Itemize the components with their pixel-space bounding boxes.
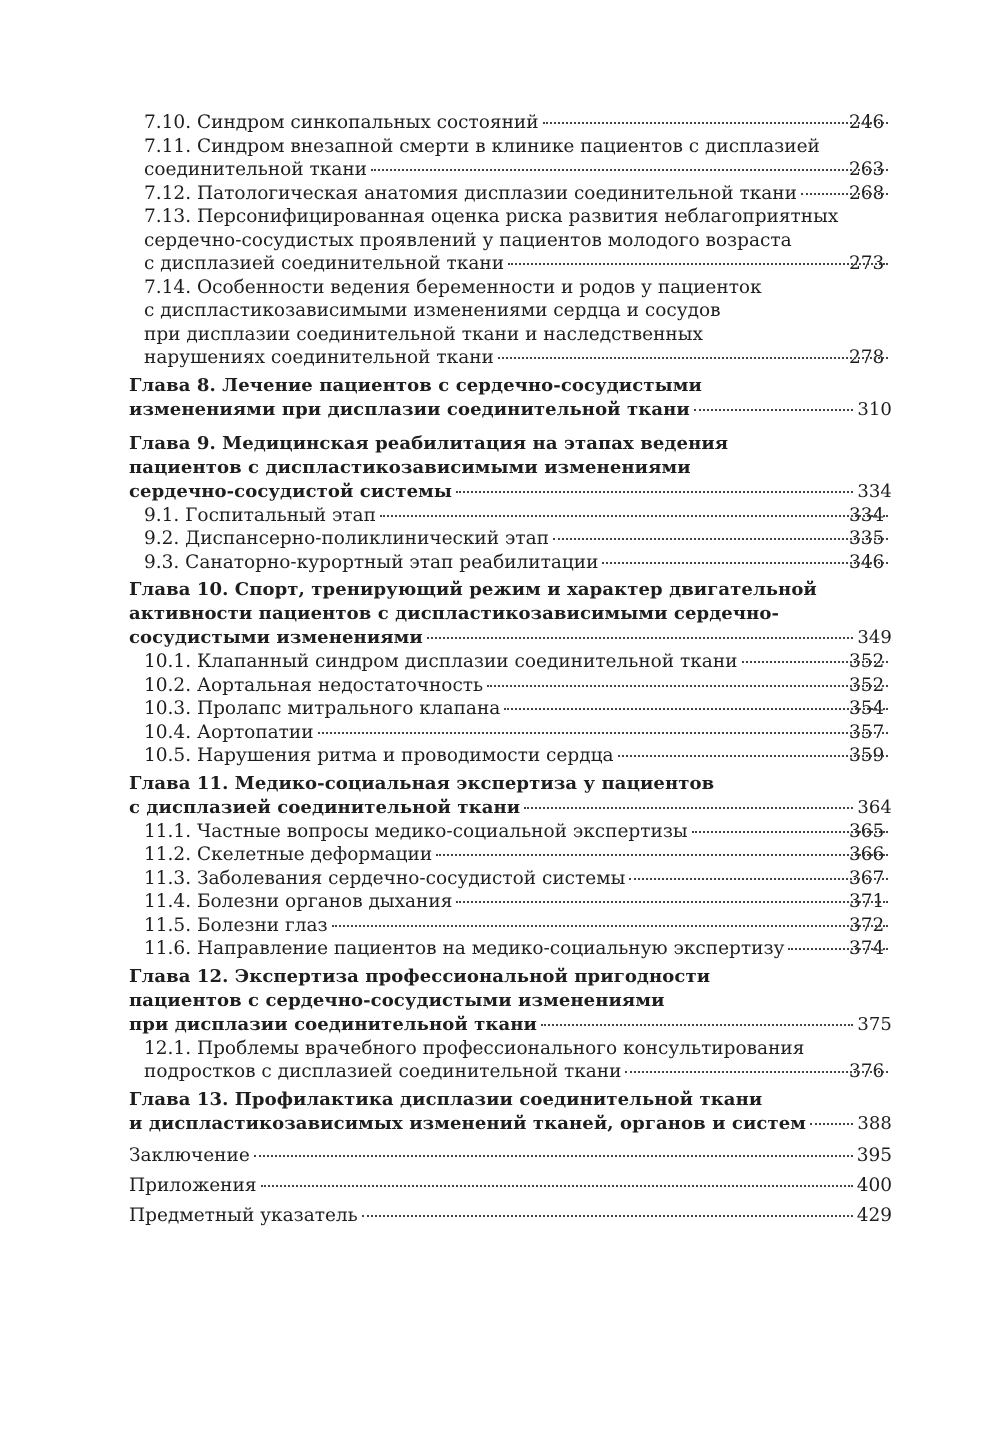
toc-entry-title-line: с диспластикозависимыми изменениями сердца и сосудов <box>144 300 721 321</box>
dot-leader <box>602 562 888 564</box>
toc-entry-final-line: 11.1. Частные вопросы медико-социальной экспертизы 365 <box>144 820 892 844</box>
toc-entry-title-line: Глава 11. Медико-социальная экспертиза у пациентов <box>129 772 715 794</box>
toc-section-entry[interactable] <box>129 1037 892 1084</box>
toc-section-entry[interactable] <box>129 182 892 206</box>
toc-entry-title: 11.2. Скелетные деформации <box>144 844 433 865</box>
dot-leader <box>553 538 888 540</box>
toc-entry-title: 11.6. Направление пациентов на медико-социальную экспертизу <box>144 938 785 959</box>
table-of-contents <box>129 111 892 1228</box>
toc-entry-title-line: 7.14. Особенности ведения беременности и родов у пациенток <box>144 276 762 298</box>
dot-leader <box>508 263 888 265</box>
toc-entry-final-line: 10.4. Аортопатии 357 <box>144 721 892 745</box>
toc-entry-title: 10.4. Аортопатии <box>144 721 314 743</box>
toc-entry-title-line: 7.13. Персонифицированная оценка риска развития неблагоприятных <box>144 206 839 227</box>
toc-section-entry[interactable] <box>129 276 892 370</box>
toc-page-number: 400 <box>856 1174 892 1196</box>
toc-entry-title: нарушениях соединительной ткани <box>144 347 494 368</box>
toc-entry-final-line: 7.10. Синдром синкопальных состояний 246 <box>144 111 892 135</box>
dot-leader <box>543 122 888 124</box>
toc-page-number: 395 <box>856 1144 892 1166</box>
toc-entry-final-line: 11.2. Скелетные деформации 366 <box>144 843 892 867</box>
toc-entry[interactable] <box>129 1174 892 1198</box>
toc-entry-title-line: пациентов с сердечно-сосудистыми изменениями <box>129 989 665 1011</box>
toc-entry-final-line: подростков с дисплазией соединительной ткани 376 <box>144 1060 892 1084</box>
toc-entry-final-line: 10.5. Нарушения ритма и проводимости сердца 359 <box>144 744 892 768</box>
toc-entry-title: 11.1. Частные вопросы медико-социальной экспертизы <box>144 820 688 842</box>
dot-leader <box>541 1024 853 1026</box>
dot-leader <box>801 193 888 195</box>
toc-entry-final-line <box>129 1204 892 1228</box>
dot-leader <box>456 491 853 493</box>
toc-entry-title: сосудистыми изменениями <box>129 627 423 648</box>
toc-chapter-entry[interactable] <box>129 772 892 820</box>
toc-entry-title: Приложения <box>129 1174 257 1196</box>
toc-entry-final-line <box>129 398 892 422</box>
toc-entry-final-line <box>129 1112 892 1136</box>
dot-leader <box>261 1185 853 1187</box>
dot-leader <box>380 515 888 517</box>
toc-entry-final-line: 11.5. Болезни глаз 372 <box>144 914 892 938</box>
dot-leader <box>692 831 888 833</box>
toc-entry-title-line: Глава 10. Спорт, тренирующий режим и характер двигательной <box>129 579 817 600</box>
toc-entry-final-line <box>129 480 892 504</box>
toc-entry-title: соединительной ткани <box>144 159 368 180</box>
toc-entry-final-line: 9.2. Диспансерно-поликлинический этап 335 <box>144 527 892 551</box>
toc-section-entry[interactable] <box>129 820 892 844</box>
toc-section-entry[interactable] <box>129 135 892 182</box>
dot-leader <box>318 732 888 734</box>
toc-entry-title: подростков с дисплазией соединительной ткани <box>144 1061 622 1082</box>
toc-section-entry[interactable] <box>129 551 892 575</box>
dot-leader <box>742 661 889 663</box>
dot-leader <box>524 807 853 809</box>
toc-page-number: 388 <box>857 1112 892 1134</box>
toc-entry-final-line: 10.2. Аортальная недостаточность 352 <box>144 674 892 698</box>
toc-entry-final-line: 11.3. Заболевания сердечно-сосудистой системы 367 <box>144 867 892 891</box>
toc-entry-final-line: с дисплазией соединительной ткани 273 <box>144 252 892 276</box>
toc-chapter-entry[interactable] <box>129 432 892 504</box>
toc-section-entry[interactable] <box>129 890 892 914</box>
toc-entry-final-line <box>129 1144 892 1168</box>
toc-entry-title-line: пациентов с диспластикозависимыми изменениями <box>129 456 691 478</box>
toc-entry-title: 9.2. Диспансерно-поликлинический этап <box>144 528 549 549</box>
toc-entry-title-line: Глава 8. Лечение пациентов с сердечно-сосудистыми <box>129 374 702 396</box>
dot-leader <box>332 925 888 927</box>
toc-entry-final-line: 10.3. Пролапс митрального клапана 354 <box>144 697 892 721</box>
toc-section-entry[interactable] <box>129 937 892 961</box>
toc-section-entry[interactable] <box>129 867 892 891</box>
toc-section-entry[interactable] <box>129 744 892 768</box>
toc-entry-title: 9.1. Госпитальный этап <box>144 504 376 526</box>
toc-chapter-entry[interactable] <box>129 578 892 650</box>
toc-entry-title-line: 7.11. Синдром внезапной смерти в клинике пациентов с дисплазией <box>144 135 820 157</box>
toc-entry-final-line <box>129 1174 892 1198</box>
toc-entry[interactable] <box>129 1144 892 1168</box>
toc-entry-final-line: нарушениях соединительной ткани 278 <box>144 346 892 370</box>
toc-entry-final-line <box>129 626 892 650</box>
toc-entry-title: изменениями при дисплазии соединительной ткани <box>129 398 690 420</box>
toc-entry-title-line: 12.1. Проблемы врачебного профессионального консультирования <box>144 1037 805 1059</box>
toc-entry-title: сердечно-сосудистой системы <box>129 480 453 502</box>
dot-leader <box>371 169 888 171</box>
toc-entry-title: 10.5. Нарушения ритма и проводимости сердца <box>144 745 614 766</box>
toc-entry-title: 11.4. Болезни органов дыхания <box>144 891 453 912</box>
toc-chapter-entry[interactable] <box>129 965 892 1037</box>
dot-leader <box>694 409 853 411</box>
toc-entry-title: Предметный указатель <box>129 1204 358 1226</box>
toc-entry-title: при дисплазии соединительной ткани <box>129 1013 538 1035</box>
toc-entry-title-line: при дисплазии соединительной ткани и наследственных <box>144 323 703 345</box>
toc-section-entry[interactable] <box>129 914 892 938</box>
dot-leader <box>436 854 888 856</box>
toc-entry-title-line: сердечно-сосудистых проявлений у пациентов молодого возраста <box>144 229 792 251</box>
toc-entry-final-line: соединительной ткани 263 <box>144 158 892 182</box>
toc-entry-title: с дисплазией соединительной ткани <box>144 253 505 274</box>
toc-entry-title: 11.3. Заболевания сердечно-сосудистой системы <box>144 867 626 889</box>
toc-section-entry[interactable] <box>129 504 892 528</box>
toc-entry-final-line: 7.12. Патологическая анатомия дисплазии соединительной ткани 268 <box>144 182 892 206</box>
toc-section-entry[interactable] <box>129 697 892 721</box>
toc-entry-final-line: 11.4. Болезни органов дыхания 371 <box>144 890 892 914</box>
toc-page-number: 375 <box>857 1013 892 1035</box>
toc-section-entry[interactable] <box>129 650 892 674</box>
toc-chapter-entry[interactable] <box>129 1088 892 1136</box>
toc-section-entry[interactable] <box>129 843 892 867</box>
toc-entry[interactable] <box>129 1204 892 1228</box>
toc-entry-title: с дисплазией соединительной ткани <box>129 796 521 818</box>
toc-entry-final-line: 10.1. Клапанный синдром дисплазии соединительной ткани 352 <box>144 650 892 674</box>
toc-entry-final-line: 9.1. Госпитальный этап 334 <box>144 504 892 528</box>
toc-section-entry[interactable] <box>129 721 892 745</box>
toc-section-entry[interactable] <box>129 111 892 135</box>
dot-leader <box>810 1123 853 1125</box>
toc-entry-title: 9.3. Санаторно-курортный этап реабилитации <box>144 551 599 573</box>
toc-entry-title: 10.2. Аортальная недостаточность <box>144 674 484 696</box>
toc-entry-title: и диспластикозависимых изменений тканей, органов и систем <box>129 1112 807 1134</box>
toc-chapter-entry[interactable] <box>129 374 892 422</box>
toc-entry-final-line: 9.3. Санаторно-курортный этап реабилитации 346 <box>144 551 892 575</box>
toc-entry-title-line: Глава 12. Экспертиза профессиональной пригодности <box>129 965 711 987</box>
dot-leader <box>362 1215 853 1217</box>
dot-leader <box>788 948 888 950</box>
toc-entry-title-line: активности пациентов с диспластикозависимыми сердечно- <box>129 603 780 624</box>
toc-entry-title-line: Глава 9. Медицинская реабилитация на этапах ведения <box>129 432 729 454</box>
toc-entry-title: Заключение <box>129 1144 250 1166</box>
toc-section-entry[interactable] <box>129 205 892 276</box>
toc-entry-title: 10.1. Клапанный синдром дисплазии соединительной ткани <box>144 651 738 672</box>
dot-leader <box>618 755 888 757</box>
dot-leader <box>456 901 888 903</box>
toc-entry-title: 11.5. Болезни глаз <box>144 914 328 936</box>
dot-leader <box>625 1071 888 1073</box>
toc-page-number: 364 <box>857 796 892 818</box>
toc-page-number: 310 <box>857 398 892 420</box>
dot-leader <box>487 685 888 687</box>
toc-entry-title-line: Глава 13. Профилактика дисплазии соединительной ткани <box>129 1088 763 1110</box>
toc-entry-title: 7.10. Синдром синкопальных состояний <box>144 112 539 133</box>
dot-leader <box>498 357 888 359</box>
toc-entry-final-line: 11.6. Направление пациентов на медико-социальную экспертизу 374 <box>144 937 892 961</box>
toc-entry-final-line <box>129 796 892 820</box>
dot-leader <box>504 708 888 710</box>
toc-section-entry[interactable] <box>129 674 892 698</box>
toc-entry-title: 10.3. Пролапс митрального клапана <box>144 698 501 719</box>
toc-page-number: 429 <box>856 1204 892 1226</box>
toc-page-number: 349 <box>857 627 892 648</box>
toc-section-entry[interactable] <box>129 527 892 551</box>
dot-leader <box>629 878 888 880</box>
dot-leader <box>427 637 853 639</box>
dot-leader <box>254 1155 853 1157</box>
toc-page-number: 334 <box>857 480 892 502</box>
toc-entry-title: 7.12. Патологическая анатомия дисплазии соединительной ткани <box>144 182 797 204</box>
toc-entry-final-line <box>129 1013 892 1037</box>
